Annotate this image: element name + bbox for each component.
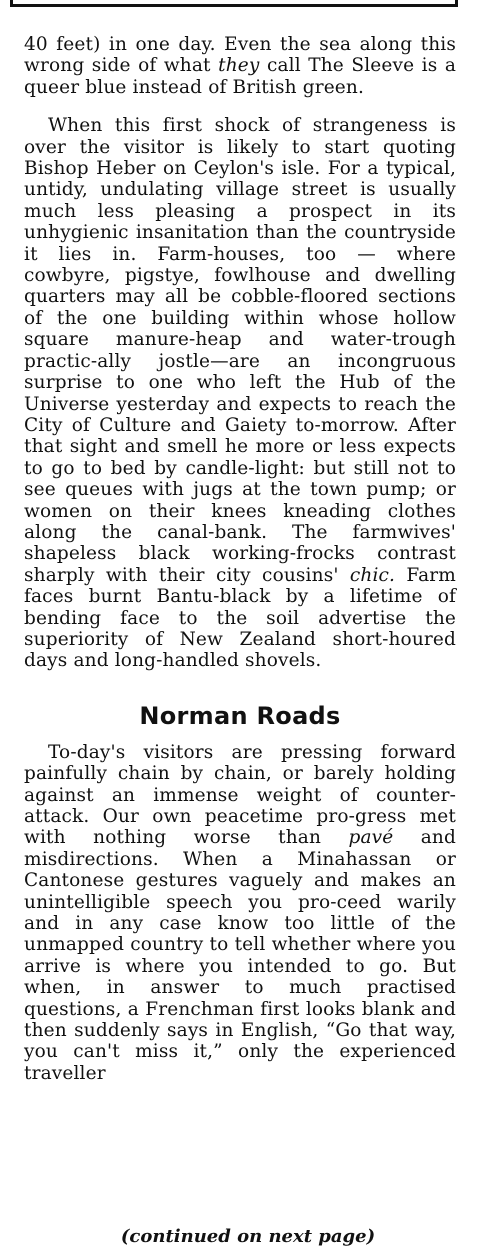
paragraph-text: 40 feet) in one day. Even the sea along this wrong side of what: [24, 34, 456, 77]
paragraph-roads: [24, 742, 456, 1085]
paragraph-text: call The Sleeve is a queer blue instead of British green.: [24, 55, 456, 98]
article-column: [24, 34, 456, 1084]
paragraph-strangeness: [24, 115, 456, 672]
italic-word: chic.: [349, 564, 396, 586]
paragraph-continued: [24, 34, 456, 98]
top-border-rule: [10, 0, 458, 7]
paragraph-text: Farm faces burnt Bantu-black by a lifetime of bending face to the soil advertise the superiority of New Zealand short-houred days and long-handled shovels.: [24, 564, 456, 672]
italic-word: pavé: [348, 827, 394, 849]
paragraph-text: and misdirections. When a Minahassan or Cantonese gestures vaguely and makes an unintelligible speech you pro-ceed warily and in any case know too little of the unmapped country to tell whether where you arrive is where you intended to go. But when, in answer to much practised questions, a Frenchman first looks blank and then suddenly says in English, “Go that way, you can't miss it,” only the experienced traveller: [24, 827, 456, 1084]
section-heading: Norman Roads: [139, 701, 341, 730]
continued-note: (continued on next page): [120, 1226, 376, 1247]
italic-word: they: [218, 55, 260, 77]
paragraph-text: When this first shock of strangeness is over the visitor is likely to start quoting Bishop Heber on Ceylon's isle. For a typical, untidy, undulating village street is usually much less pleasing a prospect in its unhygienic insanitation than the countryside it lies in. Farm-houses, too — where cowbyre, pigstye, fowlhouse and dwelling quarters may all be cobble-floored sections of the one building within whose hollow square manure-heap and water-trough practic-ally jostle—are an incongruous surprise to one who left the Hub of the Universe yesterday and expects to reach the City of Culture and Gaiety to-morrow. After that sight and smell he more or less expects to go to bed by candle-light: but still not to see queues with jugs at the town pump; or women on their knees kneading clothes along the canal-bank. The farmwives' shapeless black working-frocks contrast sharply with their city cousins': [24, 115, 456, 586]
paragraph-text: To-day's visitors are pressing forward painfully chain by chain, or barely holding against an immense weight of counter-attack. Our own peacetime pro-gress met with nothing worse than: [24, 741, 456, 849]
